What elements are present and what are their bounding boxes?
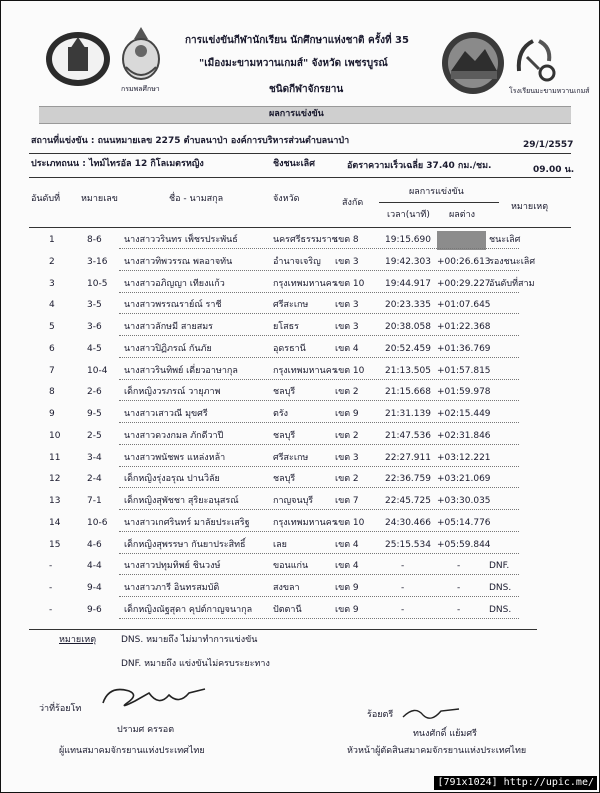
cell-affiliation: เขต 8: [335, 235, 359, 245]
divider: [29, 153, 571, 154]
cell-diff: +05:59.844: [437, 540, 491, 550]
cell-time: 22:36.759: [385, 474, 431, 484]
divider: [29, 177, 571, 178]
cell-remark: DNF.: [489, 561, 510, 571]
cell-affiliation: เขต 3: [335, 300, 359, 310]
cell-affiliation: เขต 10: [335, 366, 365, 376]
cell-affiliation: เขต 3: [335, 322, 359, 332]
cell-rank: 1: [49, 235, 55, 245]
cell-province: ตรัง: [273, 409, 289, 419]
right-signatory-name: ทนงศักดิ์ แย้มศรี: [413, 729, 477, 739]
event-type: ประเภทถนน : ไทม์ไทรอัล 12 กิโลเมตรหญิง: [31, 159, 204, 169]
venue: สถานที่แข่งขัน : ถนนหมายเลข 2275 ตำบลนาป่า องค์การบริหารส่วนตำบลนาป่า: [31, 136, 350, 146]
cell-rank: 10: [49, 431, 61, 441]
left-signatory-name: ปรามศ ครรอต: [117, 725, 175, 735]
col-name: ชื่อ - นามสกุล: [169, 194, 224, 204]
cell-name: นางสาวรินทิพย์ เดี่ยวอาษากุล: [124, 366, 238, 376]
cell-bib: 4-5: [87, 344, 102, 354]
cell-bib: 2-6: [87, 387, 102, 397]
cell-diff: +01:59.978: [437, 387, 491, 397]
cell-affiliation: เขต 9: [335, 583, 359, 593]
table-header-bottom: [29, 227, 571, 228]
cell-time: -: [401, 583, 405, 593]
cell-time: 20:23.335: [385, 300, 431, 310]
left-signature-image: [99, 681, 209, 713]
cell-diff: +01:07.645: [437, 300, 491, 310]
start-time: 09.00 น.: [533, 165, 575, 175]
cell-name: นางสาวพรรณราย์ณ์ ราชี: [124, 300, 222, 310]
cell-time: 21:15.668: [385, 387, 431, 397]
cell-name: นางสาวเสาวณี มุขศรี: [124, 409, 208, 419]
cell-affiliation: เขต 2: [335, 431, 359, 441]
cell-bib: 9-4: [87, 583, 102, 593]
row-divider: [119, 574, 519, 575]
col-result-group: ผลการแข่งขัน: [409, 187, 464, 197]
cell-diff: +03:12.221: [437, 453, 491, 463]
mountain-photo-logo: [439, 31, 507, 95]
cell-rank: 5: [49, 322, 55, 332]
cell-time: 24:30.466: [385, 518, 431, 528]
cell-bib: 3-16: [87, 257, 108, 267]
row-divider: [119, 466, 519, 467]
cell-rank: 4: [49, 300, 55, 310]
cell-bib: 9-5: [87, 409, 102, 419]
cell-name: นางสาวอภิญญา เทียงแก้ว: [124, 279, 225, 289]
cell-name: นางสาววรินทร เพ็ชรประพันธ์: [124, 235, 238, 245]
cell-province: ชลบุรี: [273, 431, 296, 441]
col-remark: หมายเหตุ: [511, 202, 549, 212]
cell-province: กรุงเทพมหานคร: [273, 518, 337, 528]
row-divider: [119, 509, 519, 510]
games-mascot-logo: [509, 31, 565, 87]
results-header-label: ผลการแข่งขัน: [269, 109, 324, 119]
row-divider: [119, 596, 519, 597]
cell-time: -: [401, 561, 405, 571]
cell-rank: 2: [49, 257, 55, 267]
result-group-divider: [379, 202, 499, 203]
right-signatory-title: หัวหน้าผู้ตัดสินสมาคมจักรยานแห่งประเทศไทย: [347, 746, 527, 756]
cell-rank: 12: [49, 474, 61, 484]
cell-bib: 10-4: [87, 366, 108, 376]
row-divider: [119, 618, 519, 619]
cell-time: 25:15.534: [385, 540, 431, 550]
row-divider: [119, 248, 519, 249]
cell-bib: 2-5: [87, 431, 102, 441]
cell-province: ยโสธร: [273, 322, 299, 332]
cell-rank: -: [49, 583, 53, 593]
sports-school-seal-logo: [43, 29, 113, 89]
event-status: ชิงชนะเลิศ: [273, 159, 315, 169]
cell-rank: 15: [49, 540, 61, 550]
col-diff: ผลต่าง: [449, 210, 476, 220]
cell-time: 21:13.505: [385, 366, 431, 376]
cell-province: กรุงเทพมหานคร: [273, 366, 337, 376]
cell-province: สงขลา: [273, 583, 300, 593]
row-divider: [119, 422, 519, 423]
cell-time: 20:52.459: [385, 344, 431, 354]
row-divider: [119, 379, 519, 380]
col-province: จังหวัด: [273, 194, 300, 204]
cell-name: เด็กหญิงรุ่งอรุณ ปานวิลัย: [124, 474, 220, 484]
cell-name: นางสาวภารี อินทรสมบัติ: [124, 583, 220, 593]
cell-affiliation: เขต 3: [335, 453, 359, 463]
note-dns: DNS. หมายถึง ไม่มาทำการแข่งขัน: [121, 635, 258, 645]
left-signatory-rank: ว่าที่ร้อยโท: [39, 704, 82, 714]
cell-province: ชลบุรี: [273, 474, 296, 484]
cell-bib: 8-6: [87, 235, 102, 245]
cell-remark: DNS.: [489, 583, 512, 593]
cell-diff: +00:26.613: [437, 257, 491, 267]
cell-affiliation: เขต 2: [335, 387, 359, 397]
cell-rank: 7: [49, 366, 55, 376]
row-divider: [119, 313, 519, 314]
cell-affiliation: เขต 10: [335, 518, 365, 528]
cell-bib: 3-5: [87, 300, 102, 310]
col-time: เวลา(นาที): [387, 210, 430, 220]
cell-diff: -: [457, 583, 461, 593]
row-divider: [119, 487, 519, 488]
cell-province: ศรีสะเกษ: [273, 453, 309, 463]
cell-rank: 11: [49, 453, 61, 463]
cell-name: นางสาวพนัชพร แหล่งหล้า: [124, 453, 226, 463]
cell-diff: +00:29.227: [437, 279, 491, 289]
cell-time: 19:42.303: [385, 257, 431, 267]
cell-affiliation: เขต 4: [335, 561, 359, 571]
cell-bib: 9-6: [87, 605, 102, 615]
left-signatory-title: ผู้แทนสมาคมจักรยานแห่งประเทศไทย: [59, 746, 205, 756]
cell-name: นางสาวลักษมี สายสมร: [124, 322, 213, 332]
cell-province: กรุงเทพมหานคร: [273, 279, 337, 289]
cell-name: นางสาวดวงกมล ภักดีวาปี: [124, 431, 224, 441]
right-logo-caption: โรงเรียนมะขามหวานเกมส์: [509, 87, 590, 95]
cell-bib: 2-4: [87, 474, 102, 484]
cell-diff: +03:30.035: [437, 496, 491, 506]
cell-province: เลย: [273, 540, 287, 550]
cell-diff: +01:22.368: [437, 322, 491, 332]
cell-name: นางสาวปิฏิภรณ์ กันภัย: [124, 344, 212, 354]
cell-rank: -: [49, 605, 53, 615]
cell-bib: 3-6: [87, 322, 102, 332]
cell-diff: +01:36.769: [437, 344, 491, 354]
department-of-physical-education-logo: [116, 23, 166, 93]
cell-bib: 7-1: [87, 496, 102, 506]
col-bib: หมายเลข: [81, 194, 118, 204]
cell-affiliation: เขต 9: [335, 605, 359, 615]
cell-province: ขอนแก่น: [273, 561, 309, 571]
row-divider: [119, 357, 519, 358]
notes-label: หมายเหตุ: [59, 635, 97, 645]
cell-province: อุดรธานี: [273, 344, 306, 354]
cell-bib: 4-4: [87, 561, 102, 571]
row-divider: [119, 400, 519, 401]
cell-time: 19:15.690: [385, 235, 431, 245]
row-divider: [119, 292, 519, 293]
col-rank: อันดับที่: [31, 194, 61, 204]
cell-rank: 13: [49, 496, 61, 506]
cell-rank: 9: [49, 409, 55, 419]
cell-diff: -: [457, 605, 461, 615]
cell-affiliation: เขต 4: [335, 540, 359, 550]
cell-bib: 3-4: [87, 453, 102, 463]
event-date: 29/1/2557: [523, 140, 574, 150]
cell-name: นางสาวทิพวรรณ พลอาจทัน: [124, 257, 233, 267]
cell-diff: +03:21.069: [437, 474, 491, 484]
left-logo-caption: กรมพลศึกษา: [121, 85, 160, 93]
right-signature-image: [401, 701, 461, 725]
average-speed: อัตราความเร็วเฉลี่ย 37.40 กม./ชม.: [347, 161, 492, 171]
cell-diff: +05:14.776: [437, 518, 491, 528]
cell-affiliation: เขต 4: [335, 344, 359, 354]
cell-diff: +02:31.846: [437, 431, 491, 441]
cell-affiliation: เขต 10: [335, 279, 365, 289]
cell-province: อำนาจเจริญ: [273, 257, 321, 267]
cell-remark: รองชนะเลิศ: [489, 257, 536, 267]
cell-province: ศรีสะเกษ: [273, 300, 309, 310]
cell-remark: ชนะเลิศ: [489, 235, 521, 245]
cell-remark: อันดับที่สาม: [489, 279, 535, 289]
cell-bib: 10-6: [87, 518, 108, 528]
image-host-watermark: [791x1024] http://upic.me/: [434, 776, 597, 790]
note-dnf: DNF. หมายถึง แข่งขันไม่ครบระยะทาง: [121, 659, 270, 669]
cell-name: นางสาวปทุมทิพย์ ชินวงษ์: [124, 561, 221, 571]
row-divider: [119, 553, 519, 554]
cell-time: 21:47.536: [385, 431, 431, 441]
cell-rank: -: [49, 561, 53, 571]
cell-province: กาญจนบุรี: [273, 496, 314, 506]
cell-time: 22:45.725: [385, 496, 431, 506]
row-divider: [119, 444, 519, 445]
row-divider: [119, 335, 519, 336]
row-divider: [119, 270, 519, 271]
cell-name: เด็กหญิงสุพัชชา สุริยะอนุสรณ์: [124, 496, 239, 506]
cell-province: ชลบุรี: [273, 387, 296, 397]
cell-rank: 8: [49, 387, 55, 397]
cell-time: 20:38.058: [385, 322, 431, 332]
cell-time: 19:44.917: [385, 279, 431, 289]
right-signatory-rank: ร้อยตรี: [367, 710, 394, 720]
competition-title: การแข่งขันกีฬานักเรียน นักศึกษาแห่งชาติ ครั้งที่ 35: [185, 35, 409, 46]
cell-name: เด็กหญิงณัฐสุดา คุปต์กาญจนากุล: [124, 605, 253, 615]
games-name: "เมืองมะขามหวานเกมส์" จังหวัด เพชรบูรณ์: [199, 58, 388, 69]
cell-name: เด็กหญิงวรภรณ์ วายุภาพ: [124, 387, 221, 397]
cell-time: 21:31.139: [385, 409, 431, 419]
cell-rank: 6: [49, 344, 55, 354]
col-affiliation: สังกัด: [342, 198, 364, 208]
cell-diff: -: [457, 561, 461, 571]
cell-bib: 4-6: [87, 540, 102, 550]
cell-name: นางสาวเกศรินทร์ มาลัยประเสริฐ: [124, 518, 250, 528]
cell-province: นครศรีธรรมราช: [273, 235, 338, 245]
cell-bib: 10-5: [87, 279, 108, 289]
row-divider: [119, 531, 519, 532]
table-bottom: [29, 629, 537, 630]
cell-affiliation: เขต 7: [335, 496, 359, 506]
cell-time: 22:27.911: [385, 453, 431, 463]
cell-rank: 3: [49, 279, 55, 289]
cell-remark: DNS.: [489, 605, 512, 615]
cell-affiliation: เขต 3: [335, 257, 359, 267]
cell-diff: +01:57.815: [437, 366, 491, 376]
cell-province: ปัตตานี: [273, 605, 302, 615]
sport-type: ชนิดกีฬาจักรยาน: [269, 84, 344, 95]
cell-diff: +02:15.449: [437, 409, 491, 419]
cell-affiliation: เขต 9: [335, 409, 359, 419]
cell-affiliation: เขต 2: [335, 474, 359, 484]
cell-time: -: [401, 605, 405, 615]
cell-name: เด็กหญิงสุพรรษา กันยาประสิทธิ์: [124, 540, 246, 550]
cell-rank: 14: [49, 518, 61, 528]
